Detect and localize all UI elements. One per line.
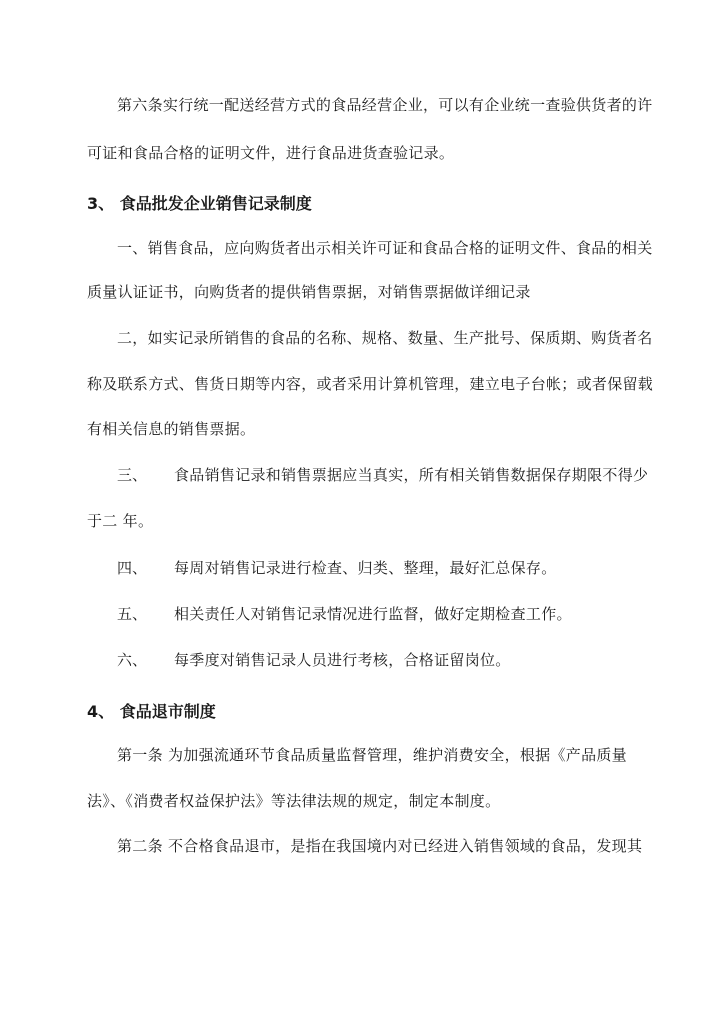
list-item-text: 每季度对销售记录人员进行考核，合格证留岗位。 xyxy=(174,651,511,669)
paragraph-line: 有相关信息的销售票据。 xyxy=(87,420,256,438)
paragraph-line: 质量认证证书，向购货者的提供销售票据，对销售票据做详细记录 xyxy=(87,283,531,301)
paragraph-line: 第二条 不合格食品退市，是指在我国境内对已经进入销售领域的食品，发现其 xyxy=(117,837,643,855)
paragraph-line: 二，如实记录所销售的食品的名称、规格、数量、生产批号、保质期、购货者名 xyxy=(117,329,653,347)
paragraph-line: 一、销售食品，应向购货者出示相关许可证和食品合格的证明文件、食品的相关 xyxy=(117,239,653,257)
section-3-heading: 3、 食品批发企业销售记录制度 xyxy=(87,194,312,213)
paragraph-line: 可证和食品合格的证明文件，进行食品进货查验记录。 xyxy=(87,144,455,162)
list-item-text: 每周对销售记录进行检查、归类、整理，最好汇总保存。 xyxy=(174,559,557,577)
section-4-heading: 4、 食品退市制度 xyxy=(87,702,216,721)
list-item-text: 食品销售记录和销售票据应当真实，所有相关销售数据保存期限不得少 xyxy=(174,466,649,484)
paragraph-line: 第六条实行统一配送经营方式的食品经营企业，可以有企业统一查验供货者的许 xyxy=(117,96,653,114)
list-item-number: 五、 xyxy=(117,605,148,623)
paragraph-line: 法》、《消费者权益保护法》等法律法规的规定，制定本制度。 xyxy=(87,792,501,810)
list-item-text: 相关责任人对销售记录情况进行监督，做好定期检查工作。 xyxy=(174,605,572,623)
paragraph-line: 称及联系方式、售货日期等内容，或者采用计算机管理，建立电子台帐；或者保留载 xyxy=(87,375,654,393)
list-item-number: 三、 xyxy=(117,466,148,484)
list-item-number: 四、 xyxy=(117,559,148,577)
list-item-number: 六、 xyxy=(117,651,148,669)
list-item-text: 于二 年。 xyxy=(87,512,154,530)
paragraph-line: 第一条 为加强流通环节食品质量监督管理，维护消费安全，根据《产品质量 xyxy=(117,746,627,764)
